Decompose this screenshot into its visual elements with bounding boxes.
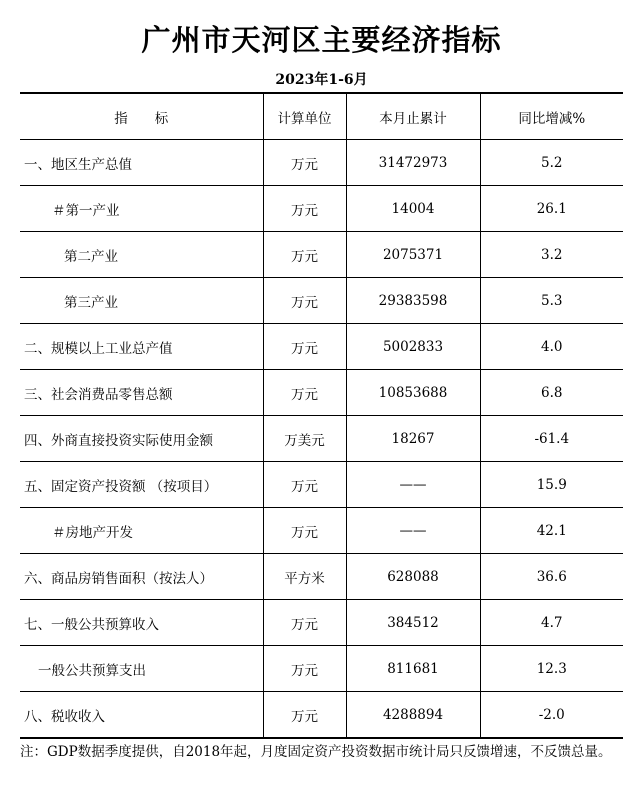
header-cumulative: 本月止累计	[346, 93, 480, 140]
indicators-table	[20, 92, 623, 739]
yoy-cell: 4.0	[480, 324, 623, 370]
cumulative-cell: 31472973	[346, 140, 480, 186]
yoy-cell: -61.4	[480, 416, 623, 462]
page-title: 广州市天河区主要经济指标	[141, 23, 502, 57]
indicator-cell: 二、规模以上工业总产值	[20, 324, 263, 370]
cumulative-cell: 10853688	[346, 370, 480, 416]
table-row	[20, 462, 623, 508]
yoy-cell: 36.6	[480, 554, 623, 600]
table-row	[20, 278, 623, 324]
unit-cell: 万元	[263, 370, 346, 416]
cumulative-cell: 811681	[346, 646, 480, 692]
indicator-cell: 三、社会消费品零售总额	[20, 370, 263, 416]
yoy-cell: 6.8	[480, 370, 623, 416]
table-header-row	[20, 93, 623, 140]
unit-cell: 万元	[263, 324, 346, 370]
table-row	[20, 140, 623, 186]
unit-cell: 万元	[263, 462, 346, 508]
unit-cell: 万美元	[263, 416, 346, 462]
indicator-cell: 第三产业	[20, 278, 263, 324]
yoy-cell: -2.0	[480, 692, 623, 739]
indicator-cell: 一般公共预算支出	[20, 646, 263, 692]
header-yoy: 同比增减%	[480, 93, 623, 140]
unit-cell: 平方米	[263, 554, 346, 600]
cumulative-cell: 5002833	[346, 324, 480, 370]
indicator-cell: 五、固定资产投资额 （按项目）	[20, 462, 263, 508]
header-indicator: 指 标	[20, 93, 263, 140]
indicator-cell: 六、商品房销售面积（按法人）	[20, 554, 263, 600]
yoy-cell: 3.2	[480, 232, 623, 278]
yoy-cell: 26.1	[480, 186, 623, 232]
unit-cell: 万元	[263, 600, 346, 646]
table-row	[20, 692, 623, 739]
cumulative-cell: 18267	[346, 416, 480, 462]
yoy-cell: 15.9	[480, 462, 623, 508]
table-row	[20, 600, 623, 646]
unit-cell: 万元	[263, 232, 346, 278]
yoy-cell: 4.7	[480, 600, 623, 646]
table-row	[20, 646, 623, 692]
table-row	[20, 232, 623, 278]
indicator-cell: 第二产业	[20, 232, 263, 278]
yoy-cell: 5.2	[480, 140, 623, 186]
indicator-cell: ＃第一产业	[20, 186, 263, 232]
unit-cell: 万元	[263, 278, 346, 324]
footnote: 注：GDP数据季度提供，自2018年起，月度固定资产投资数据市统计局只反馈增速，不反馈总量。	[20, 744, 612, 760]
unit-cell: 万元	[263, 186, 346, 232]
unit-cell: 万元	[263, 140, 346, 186]
unit-cell: 万元	[263, 508, 346, 554]
table-row	[20, 324, 623, 370]
table-row	[20, 186, 623, 232]
table-row	[20, 416, 623, 462]
period-subtitle: 2023年1-6月	[275, 72, 368, 88]
cumulative-cell: 14004	[346, 186, 480, 232]
cumulative-cell: 4288894	[346, 692, 480, 739]
indicator-cell: ＃房地产开发	[20, 508, 263, 554]
table-row	[20, 508, 623, 554]
indicator-cell: 八、税收收入	[20, 692, 263, 739]
indicator-cell: 七、一般公共预算收入	[20, 600, 263, 646]
indicator-cell: 四、外商直接投资实际使用金额	[20, 416, 263, 462]
cumulative-cell: 2075371	[346, 232, 480, 278]
yoy-cell: 5.3	[480, 278, 623, 324]
table-row	[20, 370, 623, 416]
cumulative-cell: ——	[346, 508, 480, 554]
table-row	[20, 554, 623, 600]
cumulative-cell: 29383598	[346, 278, 480, 324]
cumulative-cell: 384512	[346, 600, 480, 646]
unit-cell: 万元	[263, 692, 346, 739]
unit-cell: 万元	[263, 646, 346, 692]
indicator-cell: 一、地区生产总值	[20, 140, 263, 186]
yoy-cell: 12.3	[480, 646, 623, 692]
cumulative-cell: ——	[346, 462, 480, 508]
header-unit: 计算单位	[263, 93, 346, 140]
cumulative-cell: 628088	[346, 554, 480, 600]
yoy-cell: 42.1	[480, 508, 623, 554]
